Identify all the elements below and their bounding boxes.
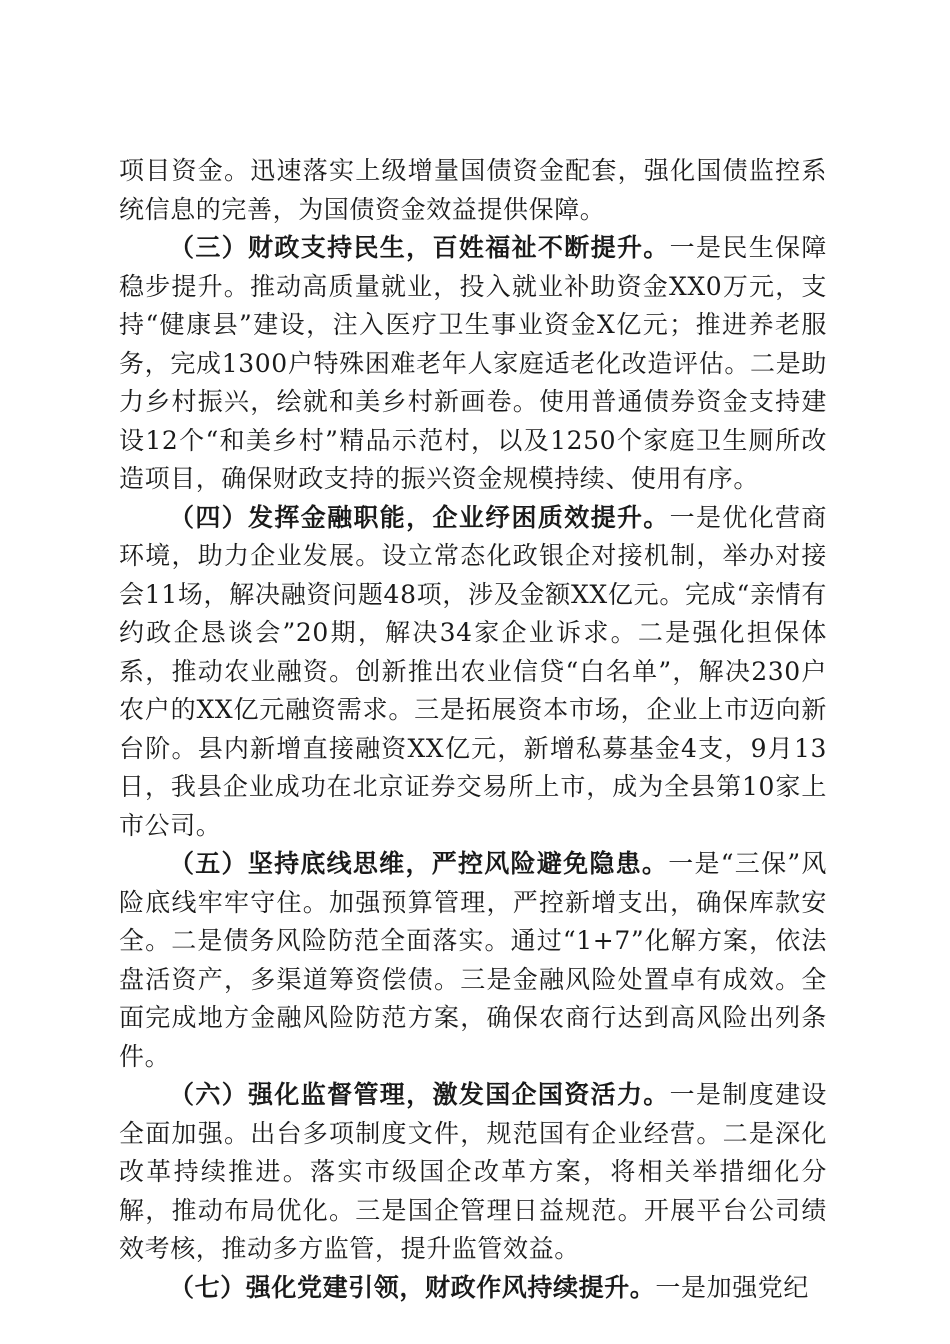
paragraph-body: 一是优化营商环境，助力企业发展。设立常态化政银企对接机制，举办对接会11场，解决融资问题48项，涉及金额XX亿元。完成“亲情有约政企恳谈会”20期，解决34家企业诉求。二是强化担保体系，推动农业融资。创新推出农业信贷“白名单”，解决230户农户的XX亿元融资需求。三是拓展资本市场，企业上市迈向新台阶。县内新增直接融资XX亿元，新增私募基金4支，9月13日，我县企业成功在北京证券交易所上市，成为全县第10家上市公司。 [119, 502, 827, 840]
paragraph-section-5 [119, 845, 827, 1076]
section-heading: （三）财政支持民生，百姓福祉不断提升。 [169, 233, 670, 262]
section-heading: （六）强化监督管理，激发国企国资活力。 [169, 1080, 670, 1109]
paragraph-section-7 [119, 1269, 827, 1308]
paragraph-continuation [119, 152, 827, 229]
paragraph-body: 一是民生保障稳步提升。推动高质量就业，投入就业补助资金XX0万元，支持“健康县”建设，注入医疗卫生事业资金X亿元；推进养老服务，完成1300户特殊困难老年人家庭适老化改造评估。二是助力乡村振兴，绘就和美乡村新画卷。使用普通债券资金支持建设12个“和美乡村”精品示范村，以及1250个家庭卫生厕所改造项目，确保财政支持的振兴资金规模持续、使用有序。 [119, 233, 827, 493]
section-heading: （四）发挥金融职能，企业纾困质效提升。 [169, 502, 670, 532]
paragraph-section-6 [119, 1076, 827, 1269]
paragraph-body: 项目资金。迅速落实上级增量国债资金配套，强化国债监控系统信息的完善，为国债资金效益提供保障。 [119, 156, 827, 224]
paragraph-body: 一是“三保”风险底线牢牢守住。加强预算管理，严控新增支出，确保库款安全。二是债务风险防范全面落实。通过“1+7”化解方案，依法盘活资产，多渠道筹资偿债。三是金融风险处置卓有成效。全面完成地方金融风险防范方案，确保农商行达到高风险出列条件。 [119, 849, 828, 1071]
paragraph-body: 一是制度建设全面加强。出台多项制度文件，规范国有企业经营。二是深化改革持续推进。落实市级国企改革方案，将相关举措细化分解，推动布局优化。三是国企管理日益规范。开展平台公司绩效考核，推动多方监管，提升监管效益。 [119, 1080, 827, 1263]
paragraph-body: 一是加强党纪 [655, 1272, 810, 1302]
document-page [119, 152, 827, 1307]
paragraph-section-4 [119, 499, 827, 846]
section-heading: （七）强化党建引领，财政作风持续提升。 [169, 1272, 656, 1302]
section-heading: （五）坚持底线思维，严控风险避免隐患。 [169, 849, 669, 878]
paragraph-section-3 [119, 229, 827, 499]
